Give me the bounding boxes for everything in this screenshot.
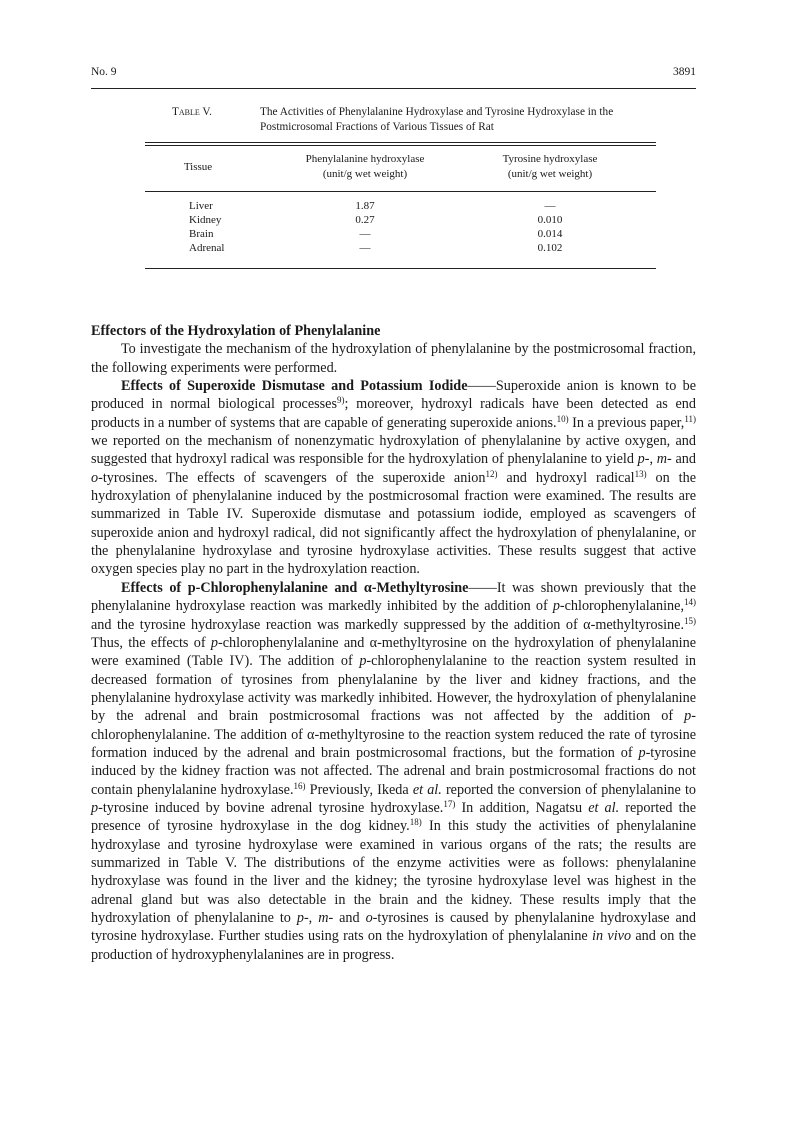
col-header-tyr: Tyrosine hydroxylase (502, 153, 598, 165)
cell-tissue: Adrenal (189, 242, 225, 254)
paragraph-heading-inhibitors: Effects of p-Chlorophenylalanine and α-Methyltyrosine (121, 579, 469, 596)
paragraph-heading-superoxide: Effects of Superoxide Dismutase and Potassium Iodide (121, 378, 468, 395)
cell-phe: 1.87 (355, 200, 375, 212)
paragraph-superoxide: Effects of Superoxide Dismutase and Potassium Iodide——Superoxide anion is known to be produced in normal biological processes$^{9)}$; moreover, hydroxyl radicals have been detected as end products in a number of systems that are capable of generating superoxide anions.$^{10)}$ In a previous paper,$^{11)}$ we reported on the mechanism of nonenzymatic hydroxylation of phenylalanine by active oxygen, and suggested that hydroxyl radical was responsible for the hydroxylation of phenylalanine to yield p-, m- and o-tyrosines. The effects of scavengers of the superoxide anion$^{12)}$ and hydroxyl radical$^{13)}$ on the hydroxylation of phenylalanine induced by the postmicrosomal fraction were examined. The results are summarized in Table IV. Superoxide dismutase and potassium iodide, employed as scavengers of superoxide anion and hydroxyl radical, did not significantly affect the hydroxylation of phenylalanine, or the phenylalanine hydroxylase and tyrosine hydroxylase activities. These results suggest that active oxygen species play no part in the hydroxylation reaction. (91, 378, 696, 578)
page-number: 3891 (673, 66, 696, 78)
cell-phe: 0.27 (355, 214, 375, 226)
table-header-rule (145, 191, 656, 192)
cell-tissue: Brain (189, 228, 214, 240)
table-title: The Activities of Phenylalanine Hydroxylase and Tyrosine Hydroxylase in the Postmicrosomal Fractions of Various Tissues of Rat (260, 106, 614, 133)
header-divider (91, 88, 696, 89)
issue-number: No. 9 (91, 66, 117, 78)
table-caption (172, 105, 632, 135)
table-bottom-rule (145, 268, 656, 269)
col-header-tyr-unit: (unit/g wet weight) (507, 168, 593, 180)
col-header-tissue: Tissue (183, 161, 213, 173)
cell-tissue: Liver (189, 200, 213, 212)
cell-tyr: 0.014 (537, 228, 563, 240)
cell-tyr: — (544, 200, 556, 212)
cell-phe: — (359, 242, 371, 254)
table-label: Table V. (172, 106, 212, 118)
paragraph-inhibitors: Effects of p-Chlorophenylalanine and α-Methyltyrosine——It was shown previously that the phenylalanine hydroxylase reaction was markedly inhibited by the addition of p-chlorophenylalanine,$^{14)}$ and the tyrosine hydroxylase reaction was markedly suppressed by the addition of α-methyltyrosine.$^{15)}$ Thus, the effects of p-chlorophenylalanine and α-methyltyrosine on the hydroxylation of phenylalanine were examined (Table IV). The addition of p-chlorophenylalanine to the reaction system resulted in decreased formation of tyrosines from phenylalanine by the liver and kidney fractions, and the phenylalanine hydroxylase activity was markedly inhibited. However, the hydroxylation of phenylalanine by the adrenal and brain postmicrosomal fractions was not affected by the addition of p-chlorophenylalanine. The addition of α-methyltyrosine to the reaction system reduced the rate of tyrosine formation induced by the adrenal and brain postmicrosomal fractions, but the formation of p-tyrosine induced by the kidney fraction was not affected. The adrenal and brain postmicrosomal fractions do not contain phenylalanine hydroxylase.$^{16)}$ Previously, Ikeda et al. reported the conversion of phenylalanine to p-tyrosine induced by bovine adrenal tyrosine hydroxylase.$^{17)}$ In addition, Nagatsu et al. reported the presence of tyrosine hydroxylase in the dog kidney.$^{18)}$ In this study the activities of phenylalanine hydroxylase and tyrosine hydroxylase were examined in various organs of the rats; the results are summarized in Table V. The distributions of the enzyme activities were as follows: phenylalanine hydroxylase was found in the liver and the kidney; the tyrosine hydroxylase level was highest in the adrenal gland but was also detectable in the brain and the kidney. These results imply that the hydroxylation of phenylalanine to p-, m- and o-tyrosines is caused by phenylalanine hydroxylase and tyrosine hydroxylase. Further studies using rats on the hydroxylation of phenylalanine in vivo and on the production of hydroxyphenylalanines are in progress. (91, 579, 697, 963)
table-top-rule (145, 142, 656, 143)
cell-tissue: Kidney (189, 214, 222, 226)
paragraph-intro: To investigate the mechanism of the hydroxylation of phenylalanine by the postmicrosomal fraction, the following experiments were performed. (91, 341, 696, 376)
page-header (91, 66, 696, 86)
article-body (91, 322, 696, 964)
cell-tyr: 0.010 (537, 214, 563, 226)
section-heading: Effectors of the Hydroxylation of Phenylalanine (91, 323, 381, 339)
col-header-phe-unit: (unit/g wet weight) (322, 168, 408, 180)
col-header-phe: Phenylalanine hydroxylase (305, 153, 425, 165)
table-top-rule-2 (145, 145, 656, 146)
cell-tyr: 0.102 (537, 242, 563, 254)
cell-phe: — (359, 228, 371, 240)
